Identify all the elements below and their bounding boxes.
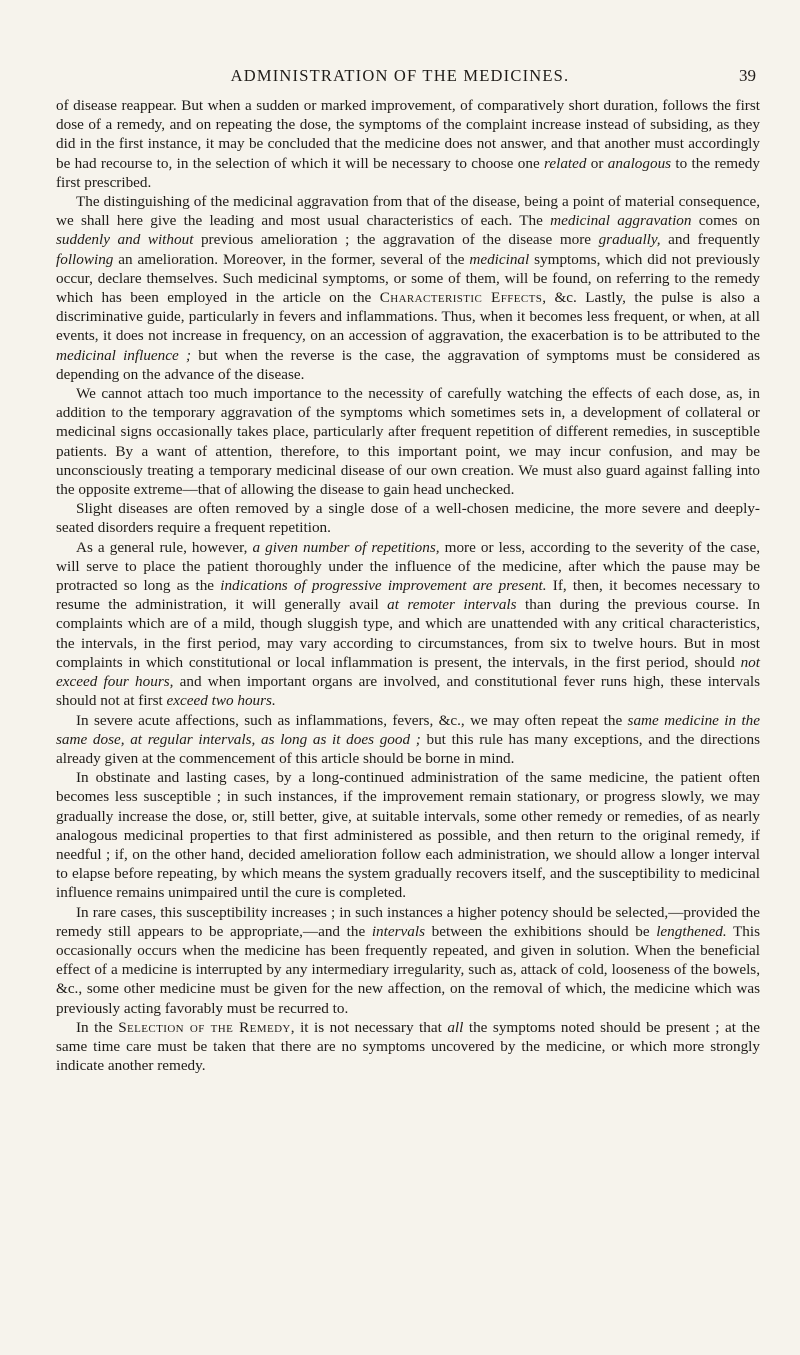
text-run: than during the previous course. In complaints which are of a mild, though sluggish type, and which are unattended with any critical characteristics, the intervals, in the first period, may vary according to circumstances, from six to twelve hours. But in most complaints in which constitutional or local inflammation is present, the intervals, in the first period, should [56, 596, 760, 671]
body-text [56, 96, 760, 1075]
italic-text: indications of progressive improvement are present. [220, 577, 547, 595]
italic-text: gradually, [598, 231, 661, 249]
text-run: The distinguishing of the medicinal aggravation from that of the disease, being a point of material consequence, we shall here give the leading and most usual characteristics of each. The [56, 193, 760, 230]
text-run: and when important organs are involved, and constitutional fever runs high, these intervals should not at first [56, 673, 760, 710]
text-run: Slight diseases are often removed by a single dose of a well-chosen medicine, the more severe and deeply-seated disorders require a frequent repetition. [56, 500, 760, 537]
text-run: We cannot attach too much importance to the necessity of carefully watching the effects of each dose, as, in addition to the temporary aggravation of the symptoms which sometimes sets in, a development of collateral or medicinal signs occasionally takes place, particularly after frequent repetition of different remedies, in susceptible patients. By a want of attention, therefore, to this important point, we may incur confusion, and may be unconsciously treating a temporary medicinal disease of our own creation. We must also guard against falling into the opposite extreme—that of allowing the disease to gain head unchecked. [56, 385, 760, 499]
paragraph [56, 768, 760, 902]
text-run: comes on [691, 212, 760, 230]
italic-text: related [544, 154, 587, 172]
paragraph [56, 384, 760, 499]
text-run: In severe acute affections, such as inflammations, fevers, &c., we may often repeat the [76, 711, 628, 729]
text-run: and frequently [660, 231, 761, 249]
paragraph [56, 499, 760, 537]
small-caps-text: Characteristic Effects [379, 289, 543, 307]
text-run: symptoms, which did not previously occur, declare themselves. Such medicinal symptoms, or some of them, will be found, on referring to the remedy which has been employed in the article on the [56, 250, 761, 307]
italic-text: at remoter intervals [387, 596, 517, 614]
paragraph [56, 538, 760, 711]
text-run: to the remedy first prescribed. [56, 154, 760, 191]
italic-text: analogous [607, 154, 672, 172]
text-run: In obstinate and lasting cases, by a long-continued administration of the same medicine, the patient often becomes less susceptible ; in such instances, if the improvement remain stationary, or progress slowly, we may gradually increase the dose, or, still better, give, at suitable intervals, some other remedy or remedies, of as nearly analogous medicinal properties to that first administered as possible, and then return to the original remedy, if needful ; if, on the other hand, decided amelioration follow each administration, we should allow a longer interval to elapse before repeating, by which means the system gradually recovers itself, and the susceptibility to medicinal influence remains unimpaired until the cure is completed. [56, 769, 760, 902]
text-run: but when the reverse is the case, the aggravation of symptoms must be considered as depending on the advance of the disease. [56, 346, 760, 383]
text-run: the symptoms noted should be present ; at the same time care must be taken that there are no symptoms uncovered by the medicine, or which more strongly indicate another remedy. [56, 1018, 760, 1075]
small-caps-text: Selection of the Remedy [118, 1018, 291, 1036]
text-run: , it is not necessary that [290, 1018, 448, 1036]
paragraph [56, 711, 760, 769]
italic-text: intervals [371, 922, 425, 940]
page-number: 39 [739, 66, 756, 85]
text-run: In the [76, 1018, 119, 1036]
italic-text: medicinal [469, 250, 530, 268]
paragraph [56, 192, 760, 384]
text-run: As a general rule, however, [76, 538, 253, 556]
italic-text: medicinal aggravation [550, 212, 692, 230]
italic-text: all [447, 1018, 464, 1036]
text-run: In rare cases, this susceptibility increases ; in such instances a higher potency should be selected,—provided the remedy still appears to be appropriate,—and the [56, 903, 760, 940]
italic-text: following [56, 250, 114, 268]
italic-text: same medicine in the same dose, at regular intervals, as long as it does good ; [56, 711, 760, 748]
italic-text: not exceed four hours, [56, 653, 760, 691]
paragraph [56, 96, 760, 192]
paragraph [56, 1018, 760, 1076]
text-run: more or less, according to the severity of the case, will serve to place the patient thoroughly under the influence of the medicine, after which the pause may be protracted so long as the [56, 538, 760, 595]
text-run: previous amelioration ; the aggravation of the disease more [193, 231, 599, 249]
running-title: ADMINISTRATION OF THE MEDICINES. [230, 66, 570, 85]
text-run: If, then, it becomes necessary to resume the administration, it will generally avail [56, 577, 760, 614]
text-run: This occasionally occurs when the medicine has been frequently repeated, and given in solution. When the beneficial effect of a medicine is interrupted by any intermediary irregularity, such as, attack of cold, looseness of the bowels, &c., some other medicine must be given for the new affection, on the removal of which, the medicine which was previously acting favorably must be recurred to. [56, 922, 760, 1017]
italic-text: suddenly and without [56, 231, 194, 249]
italic-text: a given number of repetitions, [252, 538, 440, 556]
paragraph [56, 903, 760, 1018]
text-run: but this rule has many exceptions, and the directions already given at the commencement of this article should be borne in mind. [56, 730, 760, 767]
italic-text: lengthened. [656, 922, 727, 940]
italic-text: exceed two hours. [166, 692, 276, 710]
text-run: of disease reappear. But when a sudden or marked improvement, of comparatively short duration, follows the first dose of a remedy, and on repeating the dose, the symptoms of the complaint increase instead of subsiding, as they did in the first instance, it may be concluded that the medicine does not answer, and that another must accordingly be had recourse to, in the selection of which it will be necessary to choose one [56, 97, 760, 172]
text-run: an amelioration. Moreover, in the former, several of the [113, 250, 470, 268]
text-run: or [586, 154, 608, 172]
text-run: , &c. Lastly, the pulse is also a discriminative guide, particularly in fevers and inflammations. Thus, when it becomes less frequent, or when, at all events, it does not increase in frequency, on an accession of aggravation, the exacerbation is to be attributed to the [56, 289, 760, 345]
italic-text: medicinal influence ; [56, 346, 192, 364]
text-run: between the exhibitions should be [424, 922, 657, 940]
page-header [0, 66, 800, 90]
